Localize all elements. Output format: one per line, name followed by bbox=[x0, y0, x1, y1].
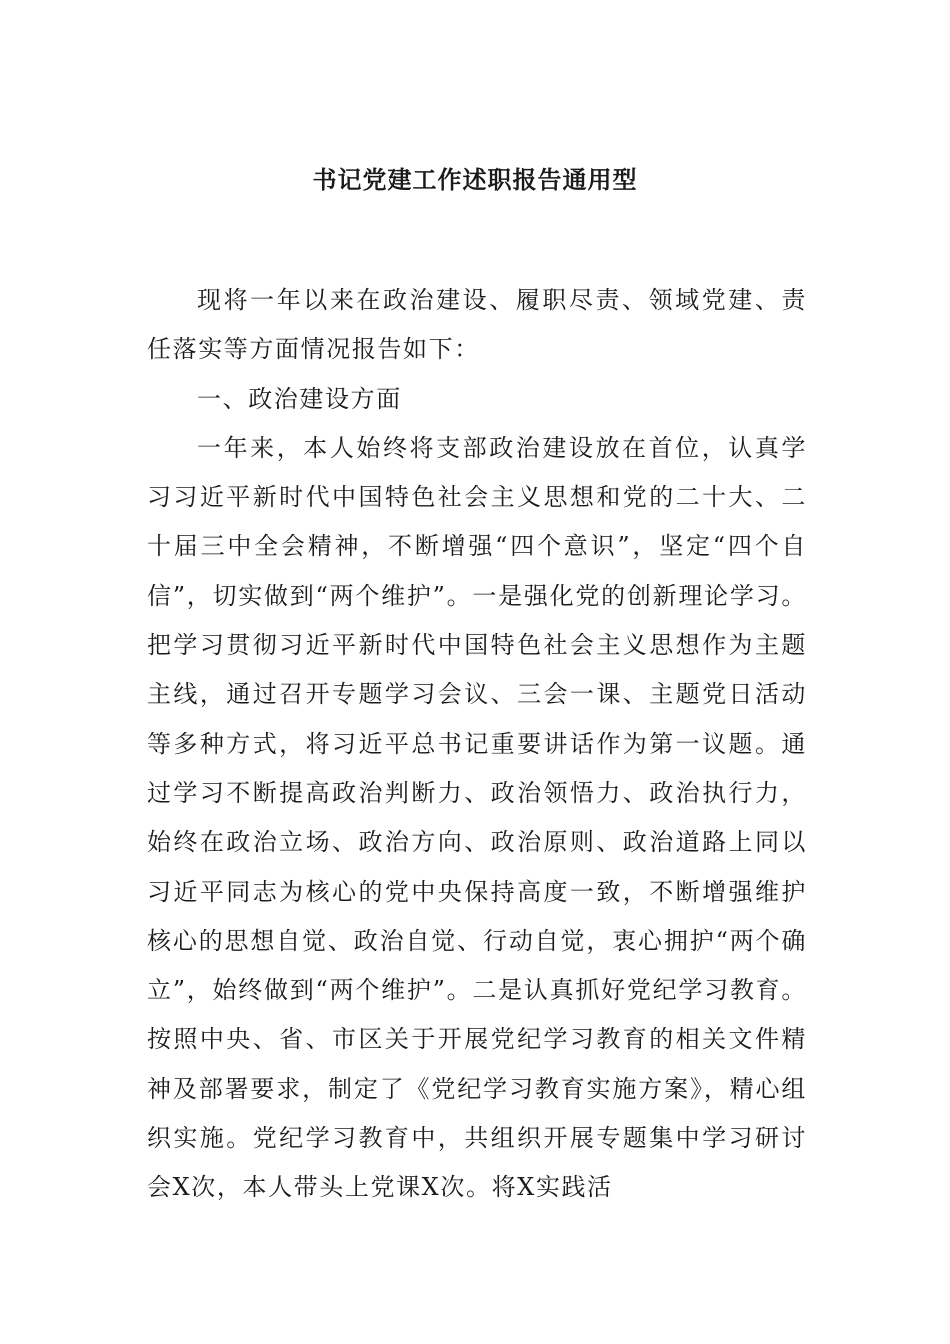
intro-paragraph: 现将一年以来在政治建设、履职尽责、领域党建、责任落实等方面情况报告如下： bbox=[147, 286, 807, 364]
section-heading: 一、政治建设方面 bbox=[197, 384, 402, 413]
body-paragraph: 一年来，本人始终将支部政治建设放在首位，认真学习习近平新时代中国特色社会主义思想和党的二十大、二十届三中全会精神，不断增强“四个意识”，坚定“四个自信”，切实做到“两个维护”。一是强化党的创新理论学习。把学习贯彻习近平新时代中国特色社会主义思想作为主题主线，通过召开专题学习会议、三会一课、主题党日活动等多种方式，将习近平总书记重要讲话作为第一议题。通过学习不断提高政治判断力、政治领悟力、政治执行力，始终在政治立场、政治方向、政治原则、政治道路上同以习近平同志为核心的党中央保持高度一致，不断增强维护核心的思想自觉、政治自觉、行动自觉，衷心拥护“两个确立”，始终做到“两个维护”。二是认真抓好党纪学习教育。按照中央、省、市区关于开展党纪学习教育的相关文件精神及部署要求，制定了《党纪学习教育实施方案》，精心组织实施。党纪学习教育中，共组织开展专题集中学习研讨会X次，本人带头上党课X次。将X实践活 bbox=[147, 433, 807, 1202]
document-title: 书记党建工作述职报告通用型 bbox=[312, 165, 638, 194]
document-body bbox=[147, 276, 807, 1213]
